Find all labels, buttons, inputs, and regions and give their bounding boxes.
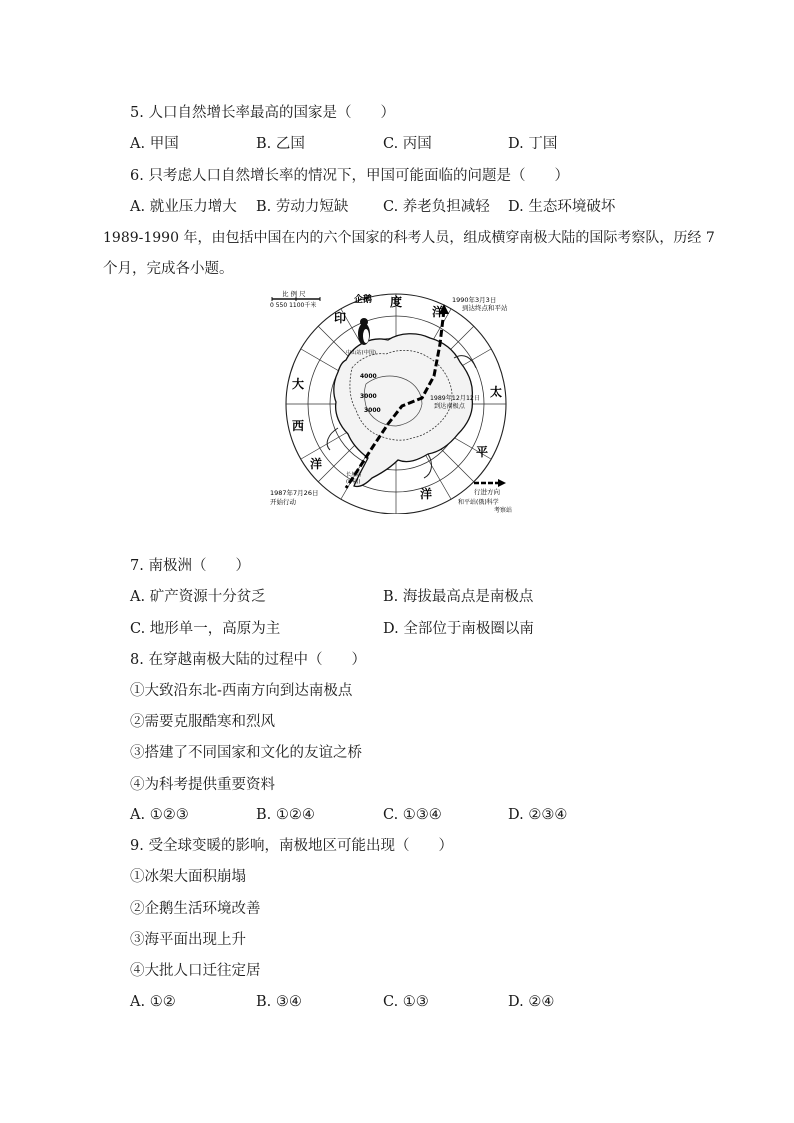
map-scale-title: 比 例 尺 bbox=[282, 290, 306, 298]
map-legend-station: 和平站(俄)科学 bbox=[458, 499, 499, 506]
map-legend-station-2: 考察站 bbox=[494, 507, 513, 514]
q8-option-b: B. ①②④ bbox=[256, 807, 315, 823]
q9-option-c: C. ①③ bbox=[383, 994, 429, 1010]
intro-line-2: 个月，完成各小题。 bbox=[103, 261, 234, 277]
q9-stem: 9. 受全球变暖的影响，南极地区可能出现（ ） bbox=[130, 838, 453, 854]
map-scale-values: 0 550 1100千米 bbox=[270, 302, 317, 309]
q7-option-d: D. 全部位于南极圈以南 bbox=[383, 621, 534, 637]
q8-option-a: A. ①②③ bbox=[130, 807, 189, 823]
q5-option-a: A. 甲国 bbox=[130, 136, 179, 152]
q7-option-b: B. 海拔最高点是南极点 bbox=[383, 589, 534, 605]
map-elev-4000: 4000 bbox=[360, 373, 377, 380]
map-elev-3000b: 3000 bbox=[364, 407, 381, 414]
q8-item-2: ②需要克服酷寒和烈风 bbox=[130, 714, 275, 730]
map-ann-1987-l2: 开始行动 bbox=[270, 498, 296, 506]
q8-item-1: ①大致沿东北-西南方向到达南极点 bbox=[130, 683, 353, 699]
q8-option-c: C. ①③④ bbox=[383, 807, 442, 823]
map-penguin-label: 企鹅 bbox=[354, 295, 373, 305]
q9-item-3: ③海平面出现上升 bbox=[130, 932, 246, 948]
q7-stem: 7. 南极洲（ ） bbox=[130, 558, 250, 574]
q9-item-1: ①冰架大面积崩塌 bbox=[130, 869, 246, 885]
map-ocean-atlantic-3: 洋 bbox=[310, 457, 323, 471]
map-ocean-atlantic-1: 大 bbox=[292, 377, 305, 391]
q6-option-b: B. 劳动力短缺 bbox=[256, 199, 349, 215]
map-ocean-indian-1: 印 bbox=[334, 311, 347, 325]
q9-option-b: B. ③④ bbox=[256, 994, 302, 1010]
map-legend-direction: 行进方向 bbox=[474, 488, 500, 496]
q8-option-d: D. ②③④ bbox=[508, 807, 568, 823]
map-ann-1989-l1: 1989年12月12日 bbox=[430, 395, 481, 402]
map-ocean-pacific-1: 太 bbox=[490, 385, 503, 399]
map-ann-1989-l2: 到达南极点 bbox=[434, 403, 465, 410]
q9-item-4: ④大批人口迁往定居 bbox=[130, 963, 261, 979]
map-ann-1987-l1: 1987年7月26日 bbox=[270, 489, 319, 497]
q5-option-b: B. 乙国 bbox=[256, 136, 305, 152]
q5-stem: 5. 人口自然增长率最高的国家是（ ） bbox=[130, 105, 395, 121]
q7-option-a: A. 矿产资源十分贫乏 bbox=[130, 589, 266, 605]
map-elev-3000a: 3000 bbox=[360, 393, 377, 400]
map-ocean-pacific-2: 平 bbox=[476, 445, 489, 459]
q8-item-4: ④为科考提供重要资料 bbox=[130, 777, 275, 793]
q8-item-3: ③搭建了不同国家和文化的友谊之桥 bbox=[130, 745, 362, 761]
antarctica-expedition-map bbox=[268, 288, 526, 514]
map-ocean-indian-2: 度 bbox=[390, 295, 403, 309]
q8-stem: 8. 在穿越南极大陆的过程中（ ） bbox=[130, 652, 366, 668]
map-ocean-atlantic-2: 西 bbox=[292, 419, 305, 433]
q6-option-a: A. 就业压力增大 bbox=[130, 199, 237, 215]
map-ocean-indian-3: 洋 bbox=[432, 305, 445, 319]
q7-option-c: C. 地形单一，高原为主 bbox=[130, 621, 281, 637]
q9-option-a: A. ①② bbox=[130, 994, 176, 1010]
q9-item-2: ②企鹅生活环境改善 bbox=[130, 901, 261, 917]
q6-option-c: C. 养老负担减轻 bbox=[383, 199, 490, 215]
map-ann-1990-l1: 1990年3月3日 bbox=[452, 296, 497, 304]
map-label-changcheng: 长城站 bbox=[346, 472, 362, 478]
map-label-changcheng-2: (中国) bbox=[346, 479, 361, 485]
intro-line-1: 1989-1990 年，由包括中国在内的六个国家的科考人员，组成横穿南极大陆的国际考察队，历经 7 bbox=[103, 230, 715, 246]
map-label-zhongshan: 中山站(中国) bbox=[346, 350, 376, 356]
q5-option-c: C. 丙国 bbox=[383, 136, 432, 152]
map-ocean-pacific-3: 洋 bbox=[420, 487, 433, 501]
map-ann-1990-l2: 到达终点和平站 bbox=[462, 304, 508, 312]
q6-stem: 6. 只考虑人口自然增长率的情况下，甲国可能面临的问题是（ ） bbox=[130, 168, 569, 184]
q9-option-d: D. ②④ bbox=[508, 994, 555, 1010]
q5-option-d: D. 丁国 bbox=[508, 136, 558, 152]
q6-option-d: D. 生态环境破坏 bbox=[508, 199, 616, 215]
